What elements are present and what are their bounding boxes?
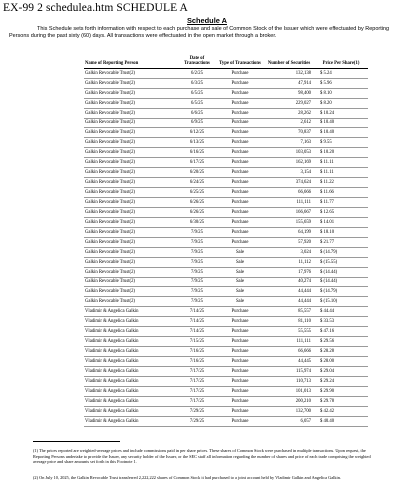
cell-price: $ (14.79) (314, 287, 368, 297)
cell-name: Vladimir & Angelica Galkin (84, 406, 178, 416)
table-row (84, 277, 368, 287)
cell-qty: 3,024 (264, 247, 314, 257)
cell-qty: 47,914 (264, 78, 314, 88)
table-row (84, 108, 368, 118)
cell-qty: 110,713 (264, 376, 314, 386)
cell-type: Purchase (216, 376, 264, 386)
cell-qty: 162,169 (264, 158, 314, 168)
cell-type: Sale (216, 257, 264, 267)
cell-price: $ (14.44) (314, 277, 368, 287)
cell-type: Purchase (216, 98, 264, 108)
cell-price: $ 33.53 (314, 317, 368, 327)
cell-name: Galkin Revocable Trust(2) (84, 168, 178, 178)
cell-price: $ 47.16 (314, 327, 368, 337)
cell-date: 6/26/25 (178, 198, 216, 208)
cell-price: $ 18.10 (314, 227, 368, 237)
cell-price: $ 42.42 (314, 406, 368, 416)
cell-price: $ 10.40 (314, 118, 368, 128)
cell-name: Vladimir & Angelica Galkin (84, 347, 178, 357)
cell-date: 7/9/25 (178, 257, 216, 267)
cell-name: Vladimir & Angelica Galkin (84, 317, 178, 327)
cell-type: Purchase (216, 406, 264, 416)
table-row (84, 257, 368, 267)
cell-type: Purchase (216, 128, 264, 138)
cell-type: Sale (216, 267, 264, 277)
cell-price: $ 28.28 (314, 347, 368, 357)
cell-qty: 166,667 (264, 207, 314, 217)
cell-name: Galkin Revocable Trust(2) (84, 148, 178, 158)
cell-type: Purchase (216, 366, 264, 376)
cell-name: Galkin Revocable Trust(2) (84, 257, 178, 267)
table-header-row (84, 56, 368, 68)
cell-type: Purchase (216, 307, 264, 317)
header-price: Price Per Share(1) (314, 56, 368, 68)
cell-name: Galkin Revocable Trust(2) (84, 138, 178, 148)
cell-qty: 66,666 (264, 347, 314, 357)
cell-date: 7/29/25 (178, 406, 216, 416)
cell-qty: 3,154 (264, 168, 314, 178)
cell-name: Vladimir & Angelica Galkin (84, 366, 178, 376)
cell-qty: 7,163 (264, 138, 314, 148)
footnote-2: (2) On July 10, 2025, the Galkin Revocable Trust transferred 2,222,222 shares of Common Stock it had purchased to a joint account held by Vladimir Galkin and Angelica Galkin. (33, 475, 341, 480)
cell-date: 7/9/25 (178, 277, 216, 287)
cell-price: $ 29.90 (314, 386, 368, 396)
cell-qty: 200,210 (264, 396, 314, 406)
cell-price: $ 5.24 (314, 68, 368, 78)
cell-qty: 103,053 (264, 148, 314, 158)
cell-price: $ 11.22 (314, 178, 368, 188)
cell-name: Galkin Revocable Trust(2) (84, 108, 178, 118)
cell-price: $ 29.78 (314, 396, 368, 406)
cell-price: $ 29.24 (314, 376, 368, 386)
table-row (84, 267, 368, 277)
cell-name: Galkin Revocable Trust(2) (84, 237, 178, 247)
cell-price: $ (15.55) (314, 257, 368, 267)
cell-name: Galkin Revocable Trust(2) (84, 247, 178, 257)
cell-date: 7/16/25 (178, 357, 216, 367)
cell-price: $ 10.20 (314, 148, 368, 158)
table-row (84, 406, 368, 416)
cell-type: Sale (216, 297, 264, 307)
cell-type: Sale (216, 247, 264, 257)
table-row (84, 217, 368, 227)
document-title: EX-99 2 schedulea.htm SCHEDULE A (3, 2, 188, 14)
table-row (84, 237, 368, 247)
table-row (84, 68, 368, 78)
table-row (84, 78, 368, 88)
cell-date: 6/17/25 (178, 158, 216, 168)
table-row (84, 357, 368, 367)
cell-type: Purchase (216, 138, 264, 148)
table-row (84, 287, 368, 297)
cell-qty: 374,624 (264, 178, 314, 188)
cell-price: $ (15.10) (314, 297, 368, 307)
cell-name: Galkin Revocable Trust(2) (84, 68, 178, 78)
cell-type: Purchase (216, 317, 264, 327)
cell-type: Purchase (216, 198, 264, 208)
cell-type: Purchase (216, 158, 264, 168)
cell-price: $ 8.20 (314, 98, 368, 108)
cell-type: Purchase (216, 237, 264, 247)
cell-price: $ 44.44 (314, 307, 368, 317)
cell-date: 7/9/25 (178, 297, 216, 307)
cell-type: Purchase (216, 337, 264, 347)
cell-qty: 64,199 (264, 227, 314, 237)
cell-qty: 101,013 (264, 386, 314, 396)
cell-name: Vladimir & Angelica Galkin (84, 386, 178, 396)
cell-type: Purchase (216, 396, 264, 406)
table-row (84, 188, 368, 198)
cell-name: Vladimir & Angelica Galkin (84, 327, 178, 337)
cell-date: 6/9/25 (178, 118, 216, 128)
table-body (84, 68, 368, 426)
cell-type: Purchase (216, 68, 264, 78)
cell-price: $ 11.11 (314, 168, 368, 178)
cell-qty: 85,557 (264, 307, 314, 317)
cell-date: 7/17/25 (178, 366, 216, 376)
cell-type: Sale (216, 277, 264, 287)
cell-date: 7/15/25 (178, 337, 216, 347)
cell-name: Galkin Revocable Trust(2) (84, 128, 178, 138)
cell-type: Purchase (216, 168, 264, 178)
cell-qty: 17,976 (264, 267, 314, 277)
table-row (84, 198, 368, 208)
cell-price: $ 9.55 (314, 138, 368, 148)
cell-date: 7/14/25 (178, 327, 216, 337)
cell-name: Galkin Revocable Trust(2) (84, 287, 178, 297)
cell-date: 6/13/25 (178, 138, 216, 148)
cell-qty: 98,400 (264, 88, 314, 98)
cell-date: 7/17/25 (178, 376, 216, 386)
cell-date: 6/3/25 (178, 78, 216, 88)
schedule-heading: Schedule A (187, 16, 227, 25)
table-row (84, 337, 368, 347)
header-qty: Number of Securities (264, 56, 314, 68)
header-type: Type of Transactions (216, 56, 264, 68)
table-row (84, 207, 368, 217)
cell-type: Purchase (216, 217, 264, 227)
cell-type: Purchase (216, 148, 264, 158)
cell-date: 6/5/25 (178, 88, 216, 98)
cell-type: Purchase (216, 188, 264, 198)
cell-date: 6/20/25 (178, 168, 216, 178)
cell-qty: 66,666 (264, 188, 314, 198)
cell-name: Galkin Revocable Trust(2) (84, 88, 178, 98)
table-row (84, 98, 368, 108)
cell-date: 6/25/25 (178, 188, 216, 198)
cell-date: 6/16/25 (178, 148, 216, 158)
cell-date: 7/29/25 (178, 416, 216, 426)
cell-qty: 229,027 (264, 98, 314, 108)
cell-type: Purchase (216, 386, 264, 396)
cell-price: $ 10.40 (314, 128, 368, 138)
cell-price: $ 11.77 (314, 198, 368, 208)
cell-price: $ 5.96 (314, 78, 368, 88)
cell-qty: 115,974 (264, 366, 314, 376)
cell-name: Galkin Revocable Trust(2) (84, 297, 178, 307)
footnote-1: (1) The prices reported are weighted-average prices and include commissions paid in per share prices. These shares of Common Stock were purchased in multiple transactions. Upon request, the Reporting Persons undertake to provide the Issuer, any security holder of the Issuer, or the SEC staff all information regarding the number of shares and price of each trade comprising the weighted average price and share amounts set forth in this Footnote 1. (33, 448, 371, 465)
cell-date: 7/9/25 (178, 267, 216, 277)
table-row (84, 128, 368, 138)
cell-qty: 57,920 (264, 237, 314, 247)
cell-date: 6/6/25 (178, 108, 216, 118)
header-name: Name of Reporting Person (84, 56, 178, 68)
intro-paragraph: This Schedule sets forth information with respect to each purchase and sale of Common Stock of the Issuer which were effectuated by Reporting Persons during the past sixty (60) days. All transactions were effectuated in the open market through a broker. (9, 26, 390, 39)
table-row (84, 307, 368, 317)
table-row (84, 88, 368, 98)
cell-name: Galkin Revocable Trust(2) (84, 78, 178, 88)
cell-type: Purchase (216, 357, 264, 367)
cell-date: 7/16/25 (178, 347, 216, 357)
table-row (84, 178, 368, 188)
cell-type: Sale (216, 287, 264, 297)
table-row (84, 396, 368, 406)
cell-date: 6/5/25 (178, 98, 216, 108)
cell-qty: 11,112 (264, 257, 314, 267)
cell-price: $ 12.65 (314, 207, 368, 217)
cell-type: Purchase (216, 207, 264, 217)
cell-type: Purchase (216, 227, 264, 237)
cell-date: 7/9/25 (178, 287, 216, 297)
cell-name: Vladimir & Angelica Galkin (84, 416, 178, 426)
table-row (84, 366, 368, 376)
header-date: Date of Transactions (178, 56, 216, 68)
cell-name: Vladimir & Angelica Galkin (84, 376, 178, 386)
cell-name: Galkin Revocable Trust(2) (84, 118, 178, 128)
cell-name: Galkin Revocable Trust(2) (84, 188, 178, 198)
table-row (84, 297, 368, 307)
cell-name: Galkin Revocable Trust(2) (84, 198, 178, 208)
cell-price: $ (14.79) (314, 247, 368, 257)
cell-qty: 81,110 (264, 317, 314, 327)
cell-qty: 28,262 (264, 108, 314, 118)
table-row (84, 148, 368, 158)
cell-qty: 44,444 (264, 287, 314, 297)
cell-qty: 111,111 (264, 337, 314, 347)
cell-date: 7/9/25 (178, 237, 216, 247)
table-row (84, 327, 368, 337)
cell-type: Purchase (216, 178, 264, 188)
cell-date: 6/12/25 (178, 128, 216, 138)
cell-name: Galkin Revocable Trust(2) (84, 277, 178, 287)
cell-date: 6/2/25 (178, 68, 216, 78)
table-row (84, 227, 368, 237)
cell-price: $ 21.77 (314, 237, 368, 247)
table-row (84, 158, 368, 168)
cell-date: 7/9/25 (178, 247, 216, 257)
table-row (84, 168, 368, 178)
table-row (84, 247, 368, 257)
cell-date: 7/17/25 (178, 396, 216, 406)
cell-qty: 2,612 (264, 118, 314, 128)
cell-qty: 111,111 (264, 198, 314, 208)
cell-name: Galkin Revocable Trust(2) (84, 227, 178, 237)
cell-qty: 44,445 (264, 357, 314, 367)
cell-name: Galkin Revocable Trust(2) (84, 158, 178, 168)
cell-type: Purchase (216, 118, 264, 128)
table-row (84, 317, 368, 327)
table-row (84, 416, 368, 426)
cell-type: Purchase (216, 327, 264, 337)
cell-price: $ 11.66 (314, 188, 368, 198)
cell-date: 7/14/25 (178, 317, 216, 327)
table-row (84, 376, 368, 386)
cell-name: Galkin Revocable Trust(2) (84, 178, 178, 188)
cell-date: 6/26/25 (178, 207, 216, 217)
cell-name: Vladimir & Angelica Galkin (84, 396, 178, 406)
cell-date: 7/17/25 (178, 386, 216, 396)
cell-qty: 55,555 (264, 327, 314, 337)
cell-type: Purchase (216, 108, 264, 118)
cell-date: 7/14/25 (178, 307, 216, 317)
cell-date: 7/9/25 (178, 227, 216, 237)
cell-price: $ 29.56 (314, 337, 368, 347)
footnote-divider (33, 441, 120, 442)
cell-qty: 70,837 (264, 128, 314, 138)
cell-price: $ 8.10 (314, 88, 368, 98)
cell-date: 6/24/25 (178, 178, 216, 188)
cell-name: Galkin Revocable Trust(2) (84, 98, 178, 108)
cell-date: 6/30/25 (178, 217, 216, 227)
cell-type: Purchase (216, 78, 264, 88)
cell-price: $ 10.24 (314, 108, 368, 118)
cell-price: $ (14.44) (314, 267, 368, 277)
cell-qty: 44,444 (264, 297, 314, 307)
cell-qty: 132,700 (264, 406, 314, 416)
cell-price: $ 14.01 (314, 217, 368, 227)
cell-price: $ 40.40 (314, 416, 368, 426)
cell-qty: 40,274 (264, 277, 314, 287)
cell-name: Vladimir & Angelica Galkin (84, 337, 178, 347)
cell-price: $ 29.04 (314, 366, 368, 376)
cell-type: Purchase (216, 347, 264, 357)
cell-qty: 6,057 (264, 416, 314, 426)
cell-price: $ 11.11 (314, 158, 368, 168)
cell-qty: 132,138 (264, 68, 314, 78)
transactions-table (84, 56, 368, 427)
table-row (84, 347, 368, 357)
cell-name: Galkin Revocable Trust(2) (84, 267, 178, 277)
cell-price: $ 28.00 (314, 357, 368, 367)
cell-qty: 155,659 (264, 217, 314, 227)
table-row (84, 386, 368, 396)
cell-name: Vladimir & Angelica Galkin (84, 307, 178, 317)
cell-type: Purchase (216, 88, 264, 98)
cell-type: Purchase (216, 416, 264, 426)
cell-name: Vladimir & Angelica Galkin (84, 357, 178, 367)
cell-name: Galkin Revocable Trust(2) (84, 207, 178, 217)
table-row (84, 118, 368, 128)
table-row (84, 138, 368, 148)
cell-name: Galkin Revocable Trust(2) (84, 217, 178, 227)
